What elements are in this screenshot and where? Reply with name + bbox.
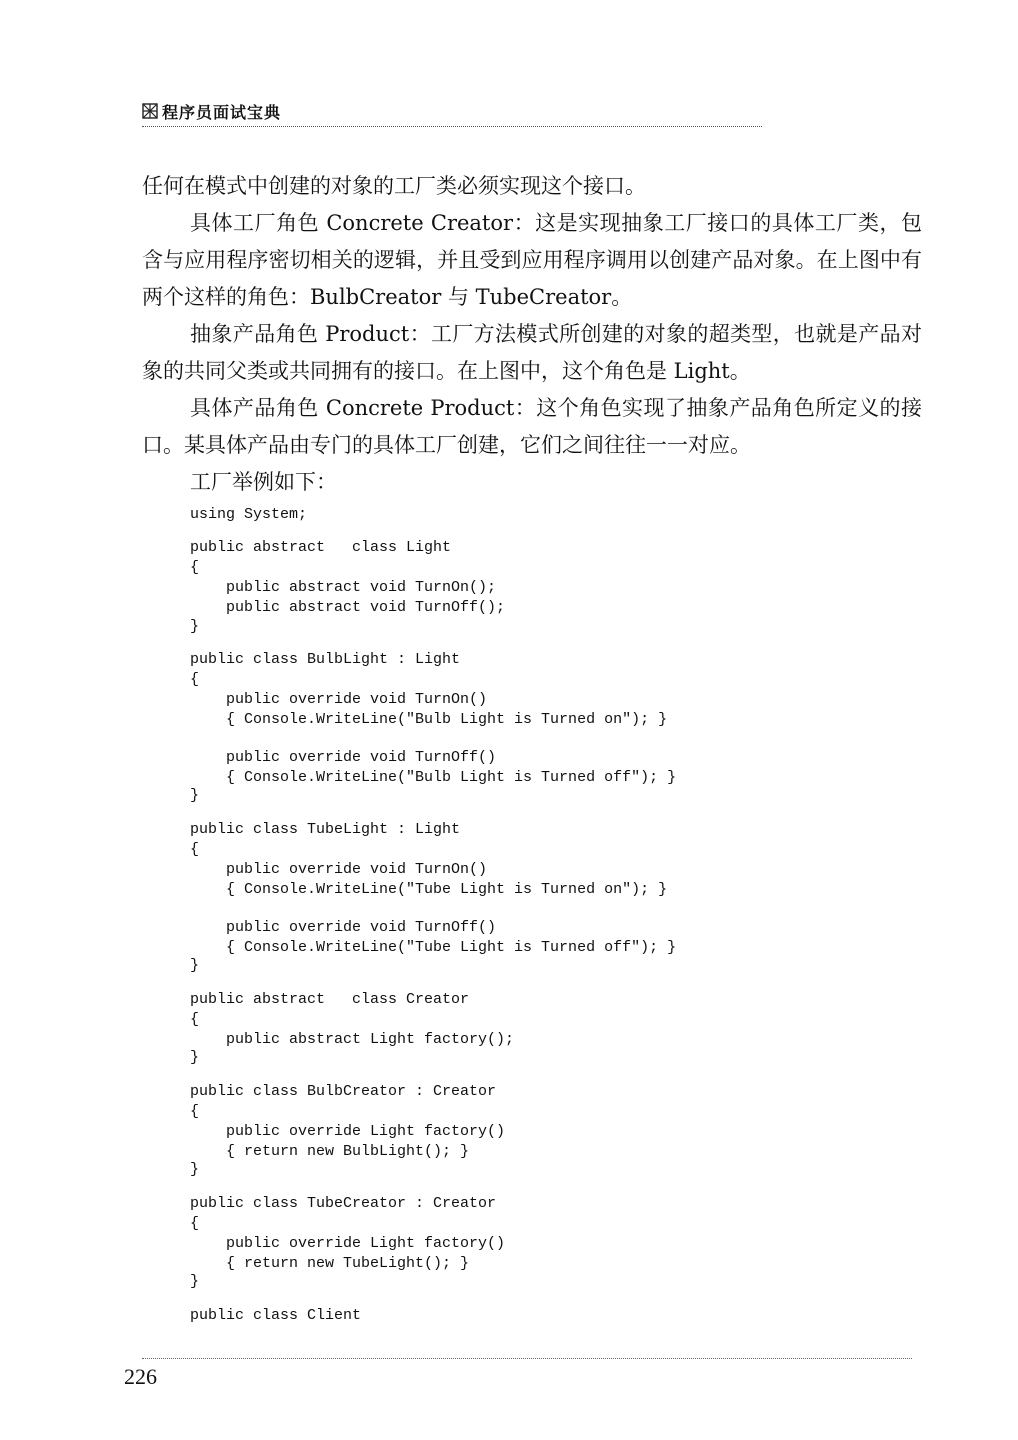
code-line: using System; — [190, 506, 308, 523]
paragraph: 任何在模式中创建的对象的工厂类必须实现这个接口。 — [142, 174, 646, 198]
book-series-icon — [142, 103, 158, 119]
code-line: } — [190, 957, 200, 974]
code-line: public abstract void TurnOn(); — [190, 579, 497, 596]
code-line: public override void TurnOn() — [190, 691, 488, 708]
code-line: public override Light factory() — [190, 1123, 506, 1140]
page-number: 226 — [124, 1364, 157, 1389]
paragraph: 工厂举例如下： — [190, 470, 337, 494]
code-line: { Console.WriteLine("Tube Light is Turned on"); } — [190, 881, 668, 898]
code-line: public class Client — [190, 1307, 362, 1324]
code-line: public override Light factory() — [190, 1235, 506, 1252]
header-title: 程序员面试宝典 — [162, 103, 282, 122]
code-line: { — [190, 1011, 200, 1028]
code-line: } — [190, 1273, 200, 1290]
body-text — [142, 168, 922, 501]
code-line: { Console.WriteLine("Bulb Light is Turned off"); } — [190, 769, 677, 786]
code-line: public abstract Light factory(); — [190, 1031, 515, 1048]
code-line: } — [190, 618, 200, 635]
paragraph: 具体工厂角色 Concrete Creator：这是实现抽象工厂接口的具体工厂类，包含与应用程序密切相关的逻辑，并且受到应用程序调用以创建产品对象。在上图中有两个这样的角色：BulbCreator 与 TubeCreator。 — [142, 211, 922, 309]
code-line: public class TubeCreator : Creator — [190, 1195, 497, 1212]
code-line: public override void TurnOff() — [190, 919, 497, 936]
code-line: } — [190, 1049, 200, 1066]
code-line: public class TubeLight : Light — [190, 821, 461, 838]
code-line: public class BulbLight : Light — [190, 651, 461, 668]
paragraph: 具体产品角色 Concrete Product：这个角色实现了抽象产品角色所定义的接口。某具体产品由专门的具体工厂创建，它们之间往往一一对应。 — [142, 396, 922, 457]
code-line: { — [190, 841, 200, 858]
code-line: { Console.WriteLine("Bulb Light is Turned on"); } — [190, 711, 668, 728]
code-line: { Console.WriteLine("Tube Light is Turned off"); } — [190, 939, 677, 956]
code-line: public abstract class Creator — [190, 991, 470, 1008]
code-line: public class BulbCreator : Creator — [190, 1083, 497, 1100]
code-line: public abstract class Light — [190, 539, 452, 556]
code-line: { — [190, 1215, 200, 1232]
code-line: public override void TurnOff() — [190, 749, 497, 766]
code-line: { — [190, 1103, 200, 1120]
code-line: { return new BulbLight(); } — [190, 1143, 470, 1160]
paragraph: 抽象产品角色 Product：工厂方法模式所创建的对象的超类型，也就是产品对象的共同父类或共同拥有的接口。在上图中，这个角色是 Light。 — [142, 322, 922, 383]
code-line: { — [190, 559, 200, 576]
header-rule — [142, 126, 762, 127]
code-line: } — [190, 1161, 200, 1178]
footer-rule — [142, 1358, 912, 1359]
code-line: { return new TubeLight(); } — [190, 1255, 470, 1272]
code-line: public override void TurnOn() — [190, 861, 488, 878]
running-header — [142, 100, 912, 126]
code-line: public abstract void TurnOff(); — [190, 599, 506, 616]
code-line: { — [190, 671, 200, 688]
code-line: } — [190, 787, 200, 804]
